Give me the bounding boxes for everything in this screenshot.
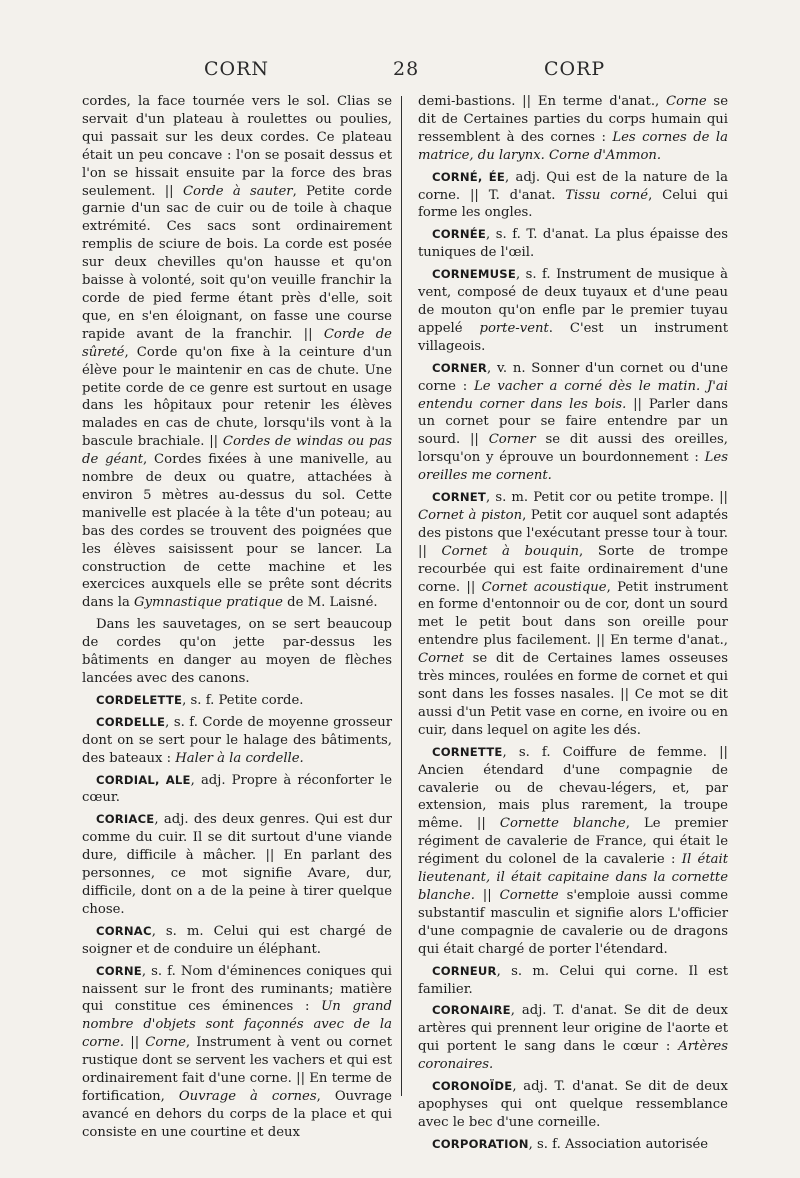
entry-text: || [124,1035,146,1051]
italic-example: Il était lieutenant, il était capitaine dans la cornette blanche. [418,852,729,903]
headword: CORNEUR [432,963,497,978]
italic-example: Le vacher a corné dès le matin. J'ai entendu corner dans les bois. [418,378,728,412]
entry-text: s'emploie aussi comme substantif masculin et signifie alors L'officier d'une compagnie de cavalerie ou de dragons qui était chargé de porter l'étendard. [418,887,728,957]
entry-text: , adj. T. d'anat. Se dit de deux apophyses qui ont quelque ressemblance avec le bec d'une corneille. [418,1079,728,1130]
dictionary-entry [418,360,728,485]
entry-text: , Le premier régiment de cavalerie de France, qui était le régiment du colonel de la cavalerie : [418,816,728,868]
entry-text: , Cordes fixées à une manivelle, au nombre de deux ou quatre, attachées à environ 5 mètres au-dessus du sol. Cette manivelle est placée à la tête d'un poteau; au bas des cordes se trouvent des poignées que les élèves saisissent pour se lancer. La construction de cette machine et les exercices auxquels elle se prête sont décrits dans la [82,452,392,611]
text-paragraph [82,93,392,612]
headword: CORNETTE [432,744,503,759]
headword: CORIACE [96,812,155,827]
entry-text: , Petit instrument en forme d'entonnoir ou de cor, dont un sourd met le petit bout dans son oreille pour entendre plus facilement. || En terme d'anat., [418,579,728,649]
entry-text: , s. m. Celui qui corne. Il est familier. [418,963,728,997]
italic-example: Ouvrage à cornes [178,1088,317,1104]
italic-example: Cornette [499,887,559,903]
entry-text: , Sorte de trompe recourbée qui est faite ordinairement d'une corne. || [418,543,728,595]
entry-text: , s. f. Petite corde. [182,692,304,708]
headword: CORPORATION [432,1136,529,1151]
entry-text: , adj. T. d'anat. Se dit de deux artères qui prennent leur origine de l'aorte et qui portent le sang dans le cœur : [418,1003,728,1055]
italic-example: Cornet [418,651,464,667]
entry-text: , s. m. Petit cor ou petite trompe. || [486,490,728,506]
page-number: 28 [393,58,420,80]
text-paragraph [418,93,728,165]
entry-text: || Parler dans un cornet pour se faire entendre par un sourd. || [418,396,728,448]
entry-text: , adj. Qui est de la nature de la corne. || T. d'anat. [418,169,728,203]
text-paragraph [82,616,392,688]
dictionary-entry [418,169,728,223]
italic-example: porte-vent [479,320,549,336]
entry-text: , adj. Propre à réconforter le cœur. [82,772,392,806]
italic-example: Corne [666,94,707,109]
italic-example: Cornette blanche [499,816,626,832]
header-right-guideword: CORP [544,58,606,80]
entry-text: se dit aussi des oreilles, lorsqu'on y éprouve un bourdonnement : [418,432,728,466]
headword: CORNE [96,963,142,978]
headword: CORDELLE [96,714,166,729]
entry-text: . C'est un instrument villageois. [418,320,728,354]
left-column [82,93,392,1146]
italic-example: Un grand nombre d'objets sont façonnés avec de la corne. [82,999,392,1051]
column-divider [401,96,402,1096]
entry-text: se dit de Certaines lames osseuses très minces, roulées en forme de cornet et qui sont dans les fosses nasales. || Ce mot se dit aussi d'un Petit vase en corne, en ivoire ou en cuir, dans lequel on agite les dés. [418,651,728,738]
italic-example: Cornet à bouquin [441,543,580,559]
italic-example: Cordes de windas ou pas de géant [82,434,393,468]
dictionary-entry [418,744,728,959]
entry-text: , s. f. Nom d'éminences coniques qui naissent sur le front des ruminants; matière qui constitue ces éminences : [82,963,392,1015]
italic-example: Cornet à piston [418,507,523,523]
entry-text: , Celui qui forme les ongles. [418,187,728,221]
dictionary-entry [418,1002,728,1074]
entry-text: , s. m. Celui qui est chargé de soigner et de conduire un éléphant. [82,923,392,957]
headword: CORNER [432,360,488,375]
entry-text: , Ouvrage avancé en dehors du corps de la place et qui consiste en une courtine et deux [82,1088,392,1140]
entry-text: || [474,887,500,903]
dictionary-entry [82,963,392,1142]
running-head [0,58,800,88]
headword: CORDELETTE [96,692,183,707]
dictionary-entry [82,811,392,918]
entry-text: , Petit cor auquel sont adaptés des pistons que l'exécutant presse tour à tour. || [418,507,728,559]
dictionary-entry [418,1136,728,1154]
italic-example: Artères coronaires. [418,1039,728,1073]
headword: CORNÉE [432,227,487,242]
headword: CORONAIRE [432,1003,511,1018]
dictionary-entry [82,923,392,959]
entry-text: , s. f. Instrument de musique à vent, composé de deux tuyaux et d'une peau de mouton qu'on enfle par le premier tuyau appelé [418,267,728,336]
headword: CORNET [432,490,487,505]
entry-text: se dit de Certaines parties du corps humain qui ressemblent à des cornes : [418,94,728,145]
dictionary-entry [418,963,728,999]
entry-text: de M. Laisné. [282,595,378,611]
header-left-guideword: CORN [204,58,270,80]
headword: CORNEMUSE [432,267,516,282]
headword: CORDIAL, ALE [96,772,191,787]
entry-text: demi-bastions. || En terme d'anat., [418,94,666,109]
italic-example: Corner [488,432,536,448]
italic-example: Corne [145,1035,186,1051]
italic-example: Gymnastique pratique [134,595,283,611]
dictionary-entry [418,226,728,262]
entry-text: , s. f. Association autorisée [528,1136,709,1152]
italic-example: Corde de sûreté [82,326,392,360]
entry-text: , s. f. Corde de moyenne grosseur dont on se sert pour le halage des bâtiments, des bateaux : [82,714,392,766]
italic-example: Les oreilles me cornent. [418,450,728,484]
dictionary-entry [82,772,392,808]
dictionary-entry [82,714,392,768]
italic-example: Corde à sauter [182,183,293,199]
right-column [418,93,728,1158]
entry-text: , v. n. Sonner d'un cornet ou d'une corne : [418,360,728,394]
entry-text: , Petite corde garnie d'un sac de cuir ou de toile à chaque extrémité. Ces sacs sont ordinairement remplis de sciure de bois. La corde est posée sur deux chevilles qu'on hausse et qu'on baisse à volonté, soit qu'on veuille franchir la corde de pied ferme étant près d'elle, soit que, en s'en éloignant, on fasse une course rapide avant de la franchir. || [82,183,393,342]
headword: CORNAC [96,923,152,938]
italic-example: Tissu corné [565,187,649,203]
italic-example: Cornet acoustique [481,579,607,595]
headword: CORONOÏDE [432,1079,513,1094]
headword: CORNÉ, ÉE [432,169,506,184]
dictionary-entry [418,266,728,356]
entry-text: , s. f. T. d'anat. La plus épaisse des tuniques de l'œil. [418,227,728,261]
italic-example: Haler à la cordelle. [175,750,304,766]
dictionary-entry [418,1078,728,1132]
entry-text: , Corde qu'on fixe à la ceinture d'un élève pour le maintenir en cas de chute. Une petite corde de ce genre est surtout en usage dans les hôpitaux pour retenir les élèves malades en cas de chute, lorsqu'ils vont à la bascule brachiale. || [82,344,392,450]
entry-text: cordes, la face tournée vers le sol. Clias se servait d'un plateau à roulettes ou poulies, qui passait sur les deux cordes. Ce plateau était un peu concave : l'on se posait dessus et l'on se hissait ensuite par la force des bras seulement. || [82,94,392,199]
dictionary-entry [418,489,728,740]
entry-text: , s. f. Coiffure de femme. || Ancien étendard d'une compagnie de cavalerie ou de chevau-légers, et, par extension, mais plus rarement, la troupe même. || [418,744,728,832]
entry-text: , adj. des deux genres. Qui est dur comme du cuir. Il se dit surtout d'une viande dure, difficile à mâcher. || En parlant des personnes, ce mot signifie Avare, dur, difficile, dont on a de la peine à tirer quelque chose. [82,812,392,917]
entry-text: , Instrument à vent ou cornet rustique dont se servent les vachers et qui est ordinairement fait d'une corne. || En terme de fortification, [82,1035,392,1104]
italic-example: Les cornes de la matrice, du larynx. Corne d'Ammon. [418,129,728,163]
dictionary-entry [82,692,392,710]
entry-text: Dans les sauvetages, on se sert beaucoup de cordes qu'on jette par-dessus les bâtiments en danger au moyen de flèches lancées avec des canons. [82,617,392,686]
